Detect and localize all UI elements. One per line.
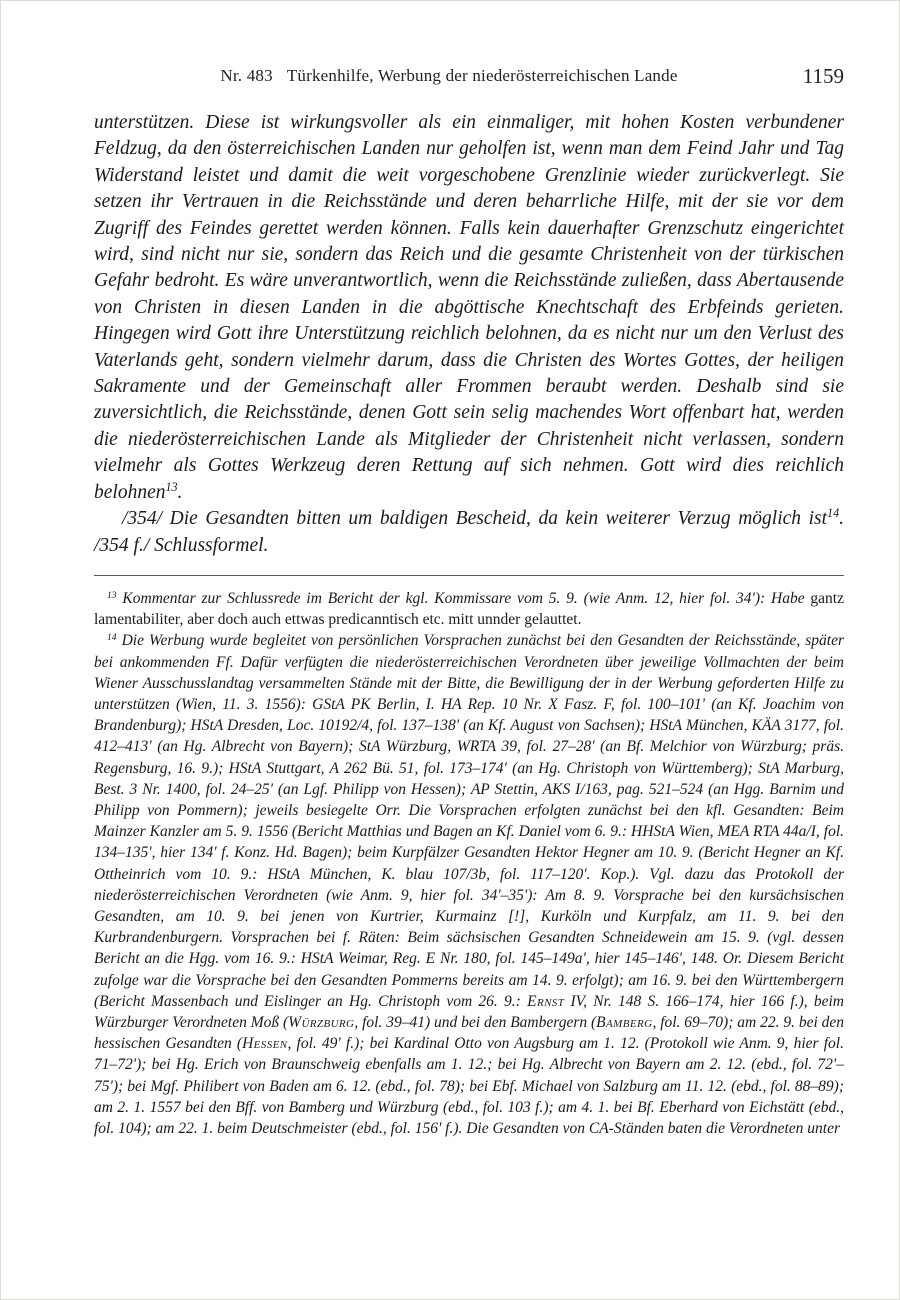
footnotes-section [94,588,844,1139]
page-number: 1159 [802,64,844,88]
running-head [94,66,844,92]
summary-paragraph-1: unterstützen. Diese ist wirkungsvoller als ein einmaliger, mit hohen Kosten verbundener Feldzug, da den österreichischen Landen nur geholfen ist, wenn man dem Feind Jahr und Tag Widerstand leistet und damit die weit vorgeschobene Grenzlinie wieder zurückverlegt. Sie setzen ihr Vertrauen in die Reichsstände und deren beharrliche Hilfe, mit der sie vor dem Zugriff des Feindes gerettet werden können. Falls kein dauerhafter Grenzschutz eingerichtet wird, sind nicht nur sie, sondern das Reich und die gesamte Christenheit von der türkischen Gefahr bedroht. Es wäre unverantwortlich, wenn die Reichsstände zuließen, dass Abertausende von Christen in diesen Landen in die abgöttische Knechtschaft des Erbfeinds gerieten. Hingegen wird Gott ihre Unterstützung reichlich belohnen, da es nicht nur um den Verlust des Vaterlands geht, sondern vielmehr darum, dass die Christen des Wortes Gottes, der heiligen Sakramente und der Gemeinschaft aller Frommen beraubt werden. Deshalb sind sie zuversichtlich, die Reichsstände, denen Gott sein selig machendes Wort offenbart hat, werden die niederösterreichischen Lande als Mitglieder der Christenheit nicht verlassen, sondern vielmehr als Gottes Werkzeug deren Rettung auf sich nehmen. Gott wird dies reichlich belohnen$^{13}$. [94,112,844,503]
footnote-separator [94,575,844,576]
footnote-14: $^{14}$ Die Werbung wurde begleitet von persönlichen Vorsprachen zunächst bei den Gesandten der Reichsstände, später bei ankommenden Ff. Dafür verfügten die niederösterreichischen Verordneten über jeweilige Vollmachten der beim Wiener Ausschusslandtag versammelten Stände mit der Bitte, die Bewilligung der in der Werbung geforderten Hilfe zu unterstützen (Wien, 11. 3. 1556): GStA PK Berlin, I. HA Rep. 10 Nr. X Fasz. F, fol. 100–101' (an Kf. Joachim von Brandenburg); HStA Dresden, Loc. 10192/4, fol. 137–138' (an Kf. August von Sachsen); HStA München, KÄA 3177, fol. 412–413' (an Hg. Albrecht von Bayern); StA Würzburg, WRTA 39, fol. 27–28' (an Bf. Melchior von Würzburg; präs. Regensburg, 16. 9.); HStA Stuttgart, A 262 Bü. 51, fol. 173–174' (an Hg. Christoph von Württemberg); StA Marburg, Best. 3 Nr. 1400, fol. 24–25' (an Lgf. Philipp von Hessen); AP Stettin, AKS I/163, pag. 521–524 (an Hgg. Barnim und Philipp von Pommern); jeweils besiegelte Orr. Die Vorsprachen erfolgten zunächst bei den kfl. Gesandten: Beim Mainzer Kanzler am 5. 9. 1556 (Bericht Matthias und Bagen an Kf. Daniel vom 6. 9.: HHStA Wien, MEA RTA 44a/I, fol. 134–135', hier 134' f. Konz. Hd. Bagen); beim Kurpfälzer Gesandten Hektor Hegner am 10. 9. (Bericht Hegner an Kf. Ottheinrich vom 10. 9.: HStA München, K. blau 107/3b, fol. 117–120'. Kop.). Vgl. dazu das Protokoll der niederösterreichischen Verordneten (wie Anm. 9, hier fol. 34'–35'): Am 8. 9. Vorsprache bei den kursächsischen Gesandten, am 10. 9. bei jenen von Kurtrier, Kurmainz [!], Kurköln und Kurpfalz, am 11. 9. bei den Kurbrandenburgern. Vorsprachen bei f. Räten: Beim sächsischen Gesandten Schneidewein am 15. 9. (vgl. dessen Bericht an die Hgg. vom 16. 9.: HStA Weimar, Reg. E Nr. 180, fol. 145–149a', hier 145–146', 148. Or. Diesem Bericht zufolge war die Vorsprache bei den Gesandten Pommerns bereits am 14. 9. erfolgt); am 16. 9. bei den Württembergern (Bericht Massenbach und Eislinger an Hg. Christoph vom 26. 9.: Ernst IV, Nr. 148 S. 166–174, hier 166 f.), beim Würzburger Verordneten Moß (Würzburg, fol. 39–41) und bei den Bambergern (Bamberg, fol. 69–70); am 22. 9. bei den hessischen Gesandten (Hessen, fol. 49' f.); bei Kardinal Otto von Augsburg am 1. 12. (Protokoll wie Anm. 9, hier fol. 71–72'); bei Hg. Erich von Braunschweig ebenfalls am 1. 12.; bei Hg. Albrecht von Bayern am 2. 12. (ebd., fol. 72'–75'); bei Mgf. Philibert von Baden am 6. 12. (ebd., fol. 78); bei Ebf. Michael von Salzburg am 11. 12. (ebd., fol. 88–89); am 2. 1. 1557 bei den Bff. von Bamberg und Würzburg (ebd., fol. 103 f.); am 4. 1. bei Bf. Eberhard von Eichstätt (ebd., fol. 104); am 22. 1. beim Deutschmeister (ebd., fol. 156' f.). Die Gesandten von CA-Ständen baten die Verordneten unter [94,632,845,1137]
summary-paragraph-2: /354/ Die Gesandten bitten um baldigen Bescheid, da kein weiterer Verzug möglich ist$^{14}$. /354 f./ Schlussformel. [94,506,844,556]
running-title-text: Türkenhilfe, Werbung der niederösterreichischen Lande [286,66,678,85]
running-title [94,66,844,86]
document-number: Nr. 483 [220,66,273,85]
main-text-block [94,110,844,559]
footnote-13: $^{13}$ Kommentar zur Schlussrede im Bericht der kgl. Kommissare vom 5. 9. (wie Anm. 12, hier fol. 34'): Habe gantz lamentabiliter, aber doch auch ettwas predicanntisch etc. mitt unnder gelauttet. [94,589,844,629]
